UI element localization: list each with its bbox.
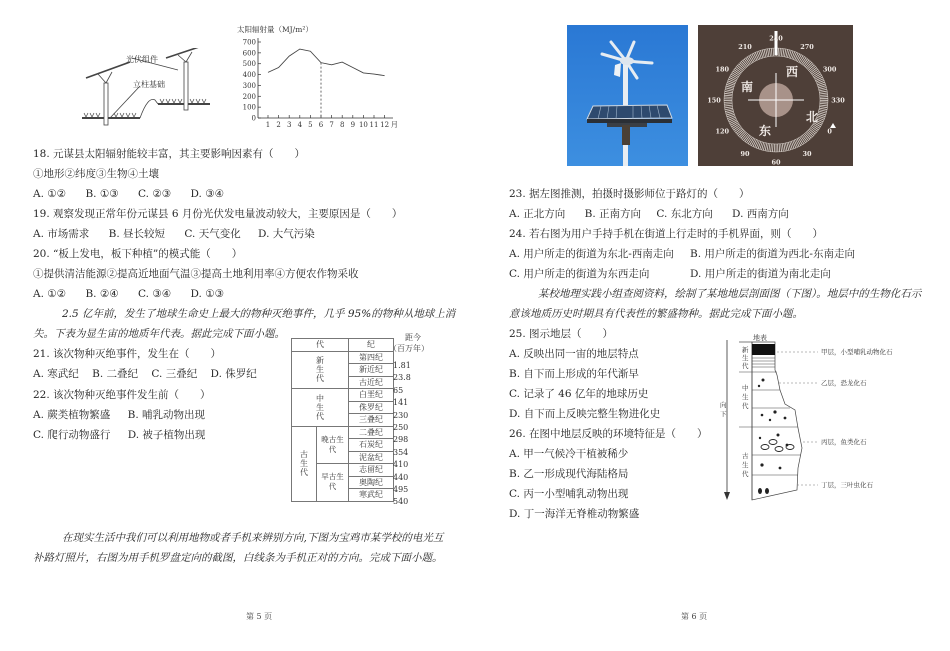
svg-text:中: 中: [742, 384, 749, 392]
distance-value: 540: [393, 497, 409, 507]
q25-stem: 25. 图示地层（ ）: [509, 328, 614, 340]
distance-header: [389, 332, 429, 354]
q18-option-c[interactable]: C. ②③: [138, 188, 172, 200]
layer-yi-label: 乙层，恐龙化石: [821, 379, 867, 387]
svg-text:300: 300: [242, 81, 256, 90]
svg-text:600: 600: [242, 49, 256, 58]
arrow-down-icon: [724, 492, 730, 500]
intro-strata-line1: 某校地理实践小组查阅资料，绘制了某地地层剖面图（下图）。地层中的生物化石示: [538, 288, 922, 300]
distance-value: 495: [393, 485, 409, 495]
intro-mass-extinction-line1: 2.5 亿年前，发生了地球生命史上最大的物种灭绝事件，几乎 95%的物种从地球上消: [62, 308, 456, 320]
svg-text:700: 700: [242, 38, 256, 47]
svg-text:8: 8: [339, 121, 345, 129]
q19-option-a[interactable]: A. 市场需求: [33, 228, 90, 240]
degree-label: 60: [771, 158, 781, 166]
period-cambrian: 寒武纪: [349, 489, 394, 502]
q21-option-b[interactable]: B. 二叠纪: [92, 368, 139, 380]
q26-option-d[interactable]: D. 丁一海洋无脊椎动物繁盛: [509, 508, 640, 520]
q20-options: [33, 287, 224, 301]
svg-text:生: 生: [742, 461, 749, 469]
degree-label: 180: [715, 65, 730, 74]
solar-radiation-chart: [236, 22, 406, 130]
q23-option-a[interactable]: A. 正北方向: [509, 208, 566, 220]
chart-title: 太阳辐射量（MJ/m²）: [237, 25, 313, 34]
header-period: 纪: [349, 339, 394, 352]
strata-profile-diagram: [715, 330, 950, 505]
era-mesozoic: 中生代: [292, 389, 349, 427]
q19-option-c[interactable]: C. 天气变化: [184, 228, 241, 240]
svg-text:11: 11: [369, 121, 379, 129]
svg-text:500: 500: [242, 60, 256, 69]
q20-stem: 20. “板上发电，板下种植”的模式能（ ）: [33, 248, 243, 260]
era-paleozoic: 古生代: [292, 426, 317, 501]
q22-options-row2: [33, 428, 205, 442]
distance-value: 410: [393, 460, 409, 470]
q23-option-b[interactable]: B. 正南方向: [584, 208, 642, 220]
distance-value: 1.81: [393, 361, 411, 370]
svg-text:2: 2: [276, 121, 281, 129]
page-number-5: 第 5 页: [246, 612, 273, 621]
q21-options: [33, 367, 257, 381]
q21-option-d[interactable]: D. 侏罗纪: [210, 368, 257, 380]
period-quaternary: 第四纪: [349, 351, 394, 364]
q20-option-b[interactable]: B. ②④: [85, 288, 119, 300]
q26-stem: 26. 在图中地层反映的环境特征是（ ）: [509, 428, 708, 440]
q25-option-b[interactable]: B. 自下而上形成的年代渐早: [509, 368, 639, 380]
q23-stem: 23. 据左图推测，拍摄时摄影师位于路灯的（ ）: [509, 188, 750, 200]
q22-options-row1: [33, 408, 205, 422]
period-permian: 二叠纪: [349, 426, 394, 439]
period-triassic: 三叠纪: [349, 414, 394, 427]
q21-stem: 21. 该次物种灭绝事件，发生在（ ）: [33, 348, 222, 360]
period-jurassic: 侏罗纪: [349, 401, 394, 414]
distance-value: 141: [393, 398, 409, 408]
distance-value: 440: [393, 472, 409, 482]
q19-stem: 19. 观察发现正常年份元谋县 6 月份光伏发电量波动较大，主要原因是（ ）: [33, 208, 403, 220]
svg-text:4: 4: [297, 121, 303, 129]
period-silurian: 志留纪: [349, 464, 394, 477]
q21-option-a[interactable]: A. 寒武纪: [33, 368, 79, 380]
intro-compass-line2: 补路灯照片，右图为用手机罗盘定向的截图，白线条为手机正对的方向。完成下面小题。: [33, 552, 443, 564]
svg-text:100: 100: [242, 103, 256, 112]
svg-text:生: 生: [742, 393, 749, 401]
geologic-time-table: [291, 338, 394, 502]
svg-text:代: 代: [742, 470, 749, 478]
degree-label: 330: [831, 96, 845, 105]
period-neogene: 新近纪: [349, 364, 394, 377]
svg-text:6: 6: [318, 121, 324, 129]
degree-label: 120: [715, 127, 730, 136]
direction-label-1: 向: [720, 401, 727, 409]
q24-option-b[interactable]: B. 用户所走的街道为西北-东南走向: [690, 248, 855, 260]
q22-option-a[interactable]: A. 蕨类植物繁盛: [33, 409, 111, 421]
q26-option-a[interactable]: A. 甲一气候冷干植被稀少: [509, 448, 629, 460]
q18-option-d[interactable]: D. ③④: [190, 188, 225, 200]
distance-values: [393, 360, 411, 509]
svg-text:0: 0: [251, 114, 256, 123]
header-era: 代: [292, 339, 349, 352]
label-pillar-foundation: 立柱基础: [133, 80, 165, 89]
period-paleogene: 古近纪: [349, 376, 394, 389]
direction-east: 东: [759, 124, 772, 138]
q18-options: [33, 187, 224, 201]
svg-text:生: 生: [742, 354, 749, 362]
q25-option-c[interactable]: C. 记录了 46 亿年的地球历史: [509, 388, 649, 400]
svg-text:1: 1: [265, 121, 271, 129]
surface-label: 地表: [753, 334, 767, 342]
era-cenozoic: 新生代: [292, 351, 349, 389]
degree-label: 240: [769, 34, 783, 43]
svg-text:代: 代: [742, 402, 749, 410]
page-number-6: 第 6 页: [681, 612, 708, 621]
q25-option-d[interactable]: D. 自下而上反映完整生物进化史: [509, 408, 661, 420]
degree-label: 270: [800, 42, 814, 51]
label-pv-module: 光伏组件: [126, 55, 158, 64]
period-cretaceous: 白垩纪: [349, 389, 394, 402]
degree-label: 210: [738, 42, 752, 51]
svg-text:7: 7: [329, 121, 334, 129]
q18-option-b[interactable]: B. ①③: [85, 188, 119, 200]
svg-text:9: 9: [350, 121, 356, 129]
q19-option-b[interactable]: B. 昼长较短: [108, 228, 166, 240]
direction-west: 西: [786, 65, 799, 79]
q22-option-c[interactable]: C. 爬行动物盛行: [33, 429, 111, 441]
degree-label: 90: [740, 150, 750, 159]
degree-label: 300: [822, 65, 837, 74]
intro-mass-extinction-line2: 失。下表为显生宙的地质年代表。据此完成下面小题。: [33, 328, 285, 340]
period-ordovician: 奥陶纪: [349, 476, 394, 489]
sub-era-late-paleozoic: 晚古生代: [317, 426, 349, 464]
q23-option-d[interactable]: D. 西南方向: [732, 208, 789, 220]
distance-value: 23.8: [393, 373, 411, 383]
q22-stem: 22. 该次物种灭绝事件发生前（ ）: [33, 389, 211, 401]
q22-option-d[interactable]: D. 被子植物出现: [127, 429, 206, 441]
degree-label: 0: [827, 127, 832, 136]
street-lamp-photo: [567, 25, 688, 166]
q20-factors: ①提供清洁能源②提高近地面气温③提高土地利用率④方便农作物采收: [33, 268, 359, 280]
degree-label: 30: [802, 150, 812, 159]
distance-value: 250: [393, 423, 409, 433]
q24-option-a[interactable]: A. 用户所走的街道为东北-西南走向: [509, 248, 674, 260]
svg-text:5: 5: [308, 121, 313, 129]
period-carboniferous: 石炭纪: [349, 439, 394, 452]
q20-option-a[interactable]: A. ①②: [33, 288, 67, 300]
direction-north: 北: [806, 110, 819, 124]
svg-text:代: 代: [742, 362, 749, 370]
q20-option-d[interactable]: D. ①③: [190, 288, 225, 300]
q24-option-d[interactable]: D. 用户所走的街道为南北走向: [690, 268, 831, 280]
q24-stem: 24. 若右图为用户手持手机在街道上行走时的手机界面，则（ ）: [509, 228, 824, 240]
q21-option-c[interactable]: C. 三叠纪: [151, 368, 198, 380]
distance-value: 65: [393, 385, 404, 395]
distance-value: 230: [393, 410, 409, 420]
q23-options: [509, 207, 789, 221]
direction-south: 南: [741, 80, 754, 94]
degree-label: 150: [707, 96, 721, 105]
q25-option-a[interactable]: A. 反映出同一宙的地层特点: [509, 348, 639, 360]
q24-option-c[interactable]: C. 用户所走的街道为东西走向: [509, 268, 650, 280]
x-axis-label: 月: [390, 120, 399, 129]
distance-header-line2: （百万年）: [389, 344, 429, 353]
distance-value: 298: [393, 435, 409, 445]
q26-option-c[interactable]: C. 丙一小型哺乳动物出现: [509, 488, 629, 500]
period-devonian: 泥盆纪: [349, 451, 394, 464]
intro-compass-line1: 在现实生活中我们可以利用地物或者手机来辨别方向,下图为宝鸡市某学校的电光互: [62, 532, 444, 544]
q19-option-d[interactable]: D. 大气污染: [258, 228, 315, 240]
svg-text:新: 新: [742, 346, 749, 354]
direction-label-2: 下: [720, 410, 727, 418]
distance-header-line1: 距今: [405, 333, 421, 342]
intro-strata-line2: 意该地质历史时期具有代表性的繁盛物种。据此完成下面小题。: [509, 308, 803, 320]
q23-option-c[interactable]: C. 东北方向: [656, 208, 713, 220]
q20-option-c[interactable]: C. ③④: [138, 288, 172, 300]
svg-text:400: 400: [242, 71, 256, 80]
layer-jia-label: 甲层，小型哺乳动物化石: [821, 348, 893, 356]
q26-option-b[interactable]: B. 乙一形成现代海陆格局: [509, 468, 629, 480]
q19-options: [33, 227, 315, 241]
svg-text:古: 古: [742, 452, 749, 460]
q22-option-b[interactable]: B. 哺乳动物出现: [127, 409, 206, 421]
q18-stem: 18. 元谋县太阳辐射能较丰富，其主要影响因素有（ ）: [33, 148, 306, 160]
svg-text:200: 200: [242, 92, 256, 101]
q18-factors: ①地形②纬度③生物④土壤: [33, 168, 159, 180]
sub-era-early-paleozoic: 早古生代: [317, 464, 349, 502]
distance-value: 354: [393, 447, 409, 457]
svg-text:3: 3: [286, 121, 292, 129]
q18-option-a[interactable]: A. ①②: [33, 188, 67, 200]
layer-bing-label: 丙层，鱼类化石: [821, 438, 867, 446]
svg-text:12: 12: [380, 121, 390, 129]
radiation-line: [268, 49, 385, 76]
phone-compass-screenshot: [698, 25, 853, 166]
svg-text:10: 10: [358, 121, 368, 129]
pv-panel-diagram: [80, 48, 210, 130]
layer-ding-label: 丁层，三叶虫化石: [821, 481, 873, 489]
